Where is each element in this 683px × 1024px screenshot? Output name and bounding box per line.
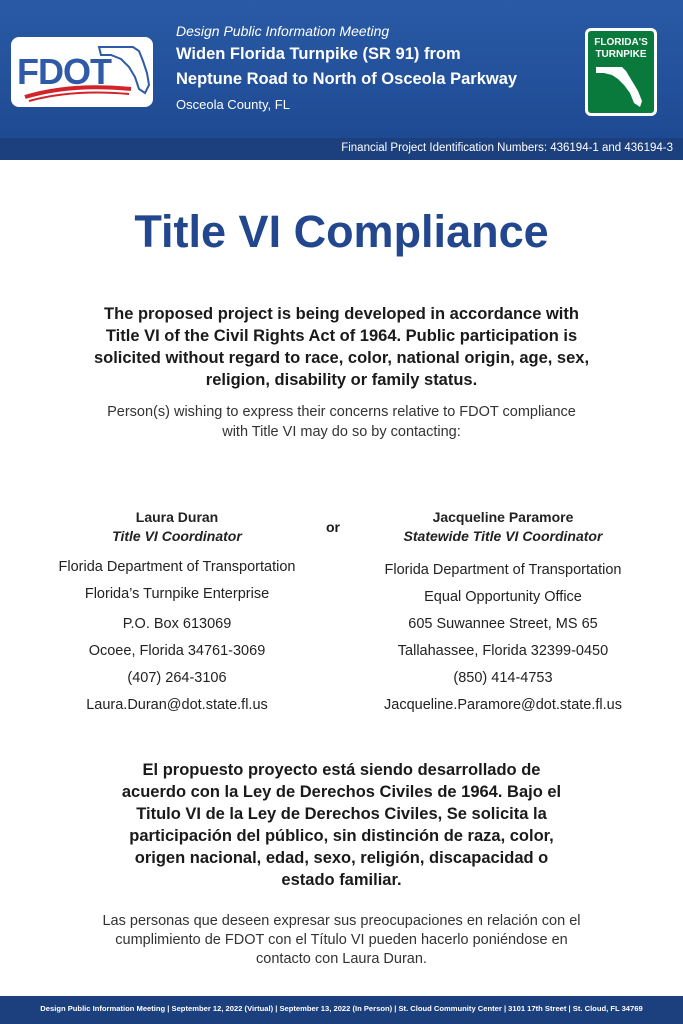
contact-role: Title VI Coordinator <box>112 528 242 544</box>
contact-phone: (850) 414-4753 <box>453 670 553 686</box>
financial-project-ids: Financial Project Identification Numbers: 436194-1 and 436194-3 <box>341 142 673 154</box>
project-title-line-1: Widen Florida Turnpike (SR 91) from <box>176 45 461 63</box>
spanish-contact-line: contacto con Laura Duran. <box>256 951 427 967</box>
turnpike-logo-line-2: TURNPIKE <box>595 49 647 60</box>
turnpike-logo-line-1: FLORIDA'S <box>594 37 648 48</box>
contact-intro-line: Person(s) wishing to express their concerns relative to FDOT compliance <box>107 404 576 420</box>
statement-line: El propuesto proyecto está siendo desarrollado de <box>142 761 541 779</box>
contact-line: Ocoee, Florida 34761-3069 <box>88 643 266 659</box>
fdot-logo <box>11 37 153 107</box>
project-title-line-2: Neptune Road to North of Osceola Parkway <box>176 70 518 88</box>
contact-phone: (407) 264-3106 <box>127 670 227 686</box>
financial-id-bar <box>0 138 683 160</box>
meeting-details: Design Public Information Meeting | September 12, 2022 (Virtual) | September 13, 2022 (In Person) | St. Cloud Community Center | 3101 17th Street | St. Cloud, FL 34769 <box>40 1004 643 1013</box>
statement-line: religion, disability or family status. <box>205 371 478 389</box>
contact-email: Laura.Duran@dot.state.fl.us <box>86 697 268 713</box>
contact-line: 605 Suwannee Street, MS 65 <box>408 616 598 632</box>
statement-line: The proposed project is being developed in accordance with <box>104 305 579 323</box>
florida-turnpike-logo <box>585 28 657 116</box>
contact-line: Tallahassee, Florida 32399-0450 <box>397 643 609 659</box>
fdot-logo-text: FDOT <box>17 51 111 92</box>
florida-map-icon <box>588 31 654 113</box>
spanish-contact-line: Las personas que deseen expresar sus preocupaciones en relación con el <box>102 913 581 929</box>
header-banner <box>0 0 683 138</box>
meeting-kicker: Design Public Information Meeting <box>176 23 390 39</box>
statement-line: participación del público, sin distinción de raza, color, <box>129 827 554 845</box>
contact-line: P.O. Box 613069 <box>122 616 232 632</box>
contact-name: Laura Duran <box>135 509 219 525</box>
page-title: Title VI Compliance <box>134 206 549 257</box>
or-separator: or <box>326 519 340 535</box>
statement-line: estado familiar. <box>281 871 402 889</box>
contact-name: Jacqueline Paramore <box>432 509 574 525</box>
contact-line: Equal Opportunity Office <box>424 589 582 605</box>
contact-email: Jacqueline.Paramore@dot.state.fl.us <box>384 697 622 713</box>
statement-line: Title VI of the Civil Rights Act of 1964. Public participation is <box>105 327 578 345</box>
statement-line: acuerdo con la Ley de Derechos Civiles de 1964. Bajo el <box>121 783 562 801</box>
spanish-contact-line: cumplimiento de FDOT con el Título VI pueden hacerlo poniéndose en <box>115 932 568 948</box>
contact-intro-line: with Title VI may do so by contacting: <box>222 424 461 440</box>
statement-line: solicited without regard to race, color, national origin, age, sex, <box>93 349 590 367</box>
contact-line: Florida Department of Transportation <box>384 562 622 578</box>
contact-line: Florida Department of Transportation <box>58 559 296 575</box>
statement-line: Titulo VI de la Ley de Derechos Civiles, Se solicita la <box>136 805 547 823</box>
statement-line: origen nacional, edad, sexo, religión, discapacidad o <box>134 849 549 867</box>
footer-bar <box>0 996 683 1024</box>
county-label: Osceola County, FL <box>176 97 290 112</box>
contact-role: Statewide Title VI Coordinator <box>403 528 603 544</box>
contact-line: Florida’s Turnpike Enterprise <box>84 586 270 602</box>
